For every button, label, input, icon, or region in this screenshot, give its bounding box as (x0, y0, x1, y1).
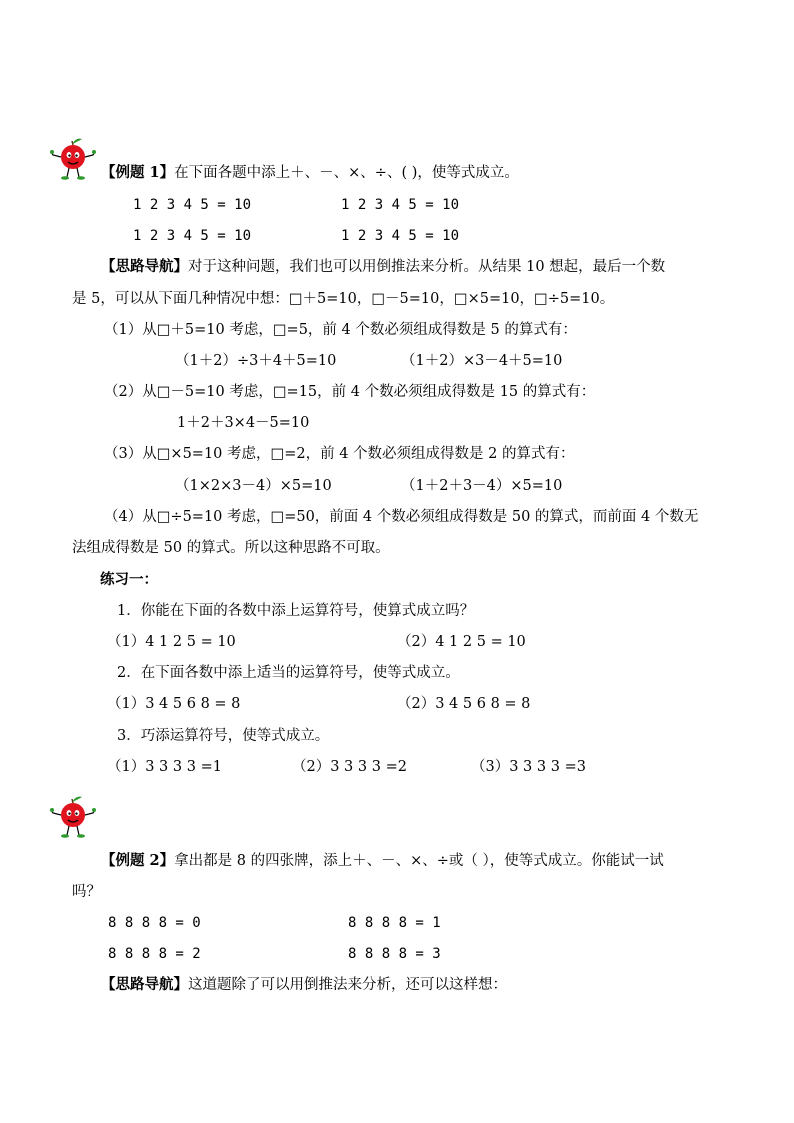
practice1-question2: 2．在下面各数中添上适当的运算符号，使等式成立。 (117, 665, 460, 681)
practice1-question3-b: （2）3 3 3 3 =2 (292, 759, 407, 775)
practice1-title: 练习一： (100, 571, 158, 588)
practice1-question3-c: （3）3 3 3 3 =3 (471, 759, 586, 775)
example2-equation-c: 8 8 8 8 = 2 (108, 946, 201, 962)
practice1-question3-a: （1）3 3 3 3 =1 (107, 759, 222, 775)
practice1-question3: 3．巧添运算符号，使等式成立。 (117, 728, 330, 744)
guide1-case4-line1: （4）从□÷5=10 考虑，□=50，前面 4 个数必须组成得数是 50 的算式，而前面 4 个数无 (104, 509, 699, 525)
practice1-question2-b: （2）3 4 5 6 8 = 8 (397, 696, 531, 712)
guide1-case1-equation-b: （1＋2）×3－4＋5=10 (401, 353, 563, 369)
practice1-question1-a: （1）4 1 2 5 = 10 (107, 634, 236, 650)
guide1-text-line1: 对于这种问题，我们也可以用倒推法来分析。从结果 10 想起，最后一个数 (188, 259, 666, 275)
example1-equation-b: 1 2 3 4 5 = 10 (341, 197, 460, 213)
guide2-paragraph (101, 976, 507, 994)
example1-text: 在下面各题中添上＋、－、×、÷、( )，使等式成立。 (174, 165, 519, 181)
example2-equation-a: 8 8 8 8 = 0 (108, 915, 201, 931)
guide1-case1-equation-a: （1＋2）÷3＋4＋5=10 (175, 353, 337, 369)
example2-heading (101, 852, 664, 870)
example1-equation-d: 1 2 3 4 5 = 10 (341, 228, 460, 244)
guide1-text-line2: 是 5，可以从下面几种情况中想：□＋5=10，□－5=10，□×5=10，□÷5=10。 (72, 291, 615, 307)
practice1-question1-b: （2）4 1 2 5 = 10 (397, 634, 526, 650)
example1-equation-a: 1 2 3 4 5 = 10 (133, 197, 252, 213)
guide1-case3: （3）从□×5=10 考虑，□=2，前 4 个数必须组成得数是 2 的算式有： (104, 446, 575, 462)
guide1-case2-equation: 1＋2＋3×4－5=10 (177, 415, 310, 431)
example2-text-line2: 吗？ (72, 884, 101, 900)
guide1-case3-equation-b: （1＋2＋3－4）×5=10 (401, 478, 563, 494)
example1-label: 【例题 1】 (101, 164, 175, 181)
example1-equation-c: 1 2 3 4 5 = 10 (133, 228, 252, 244)
example1-heading (101, 164, 519, 182)
example2-equation-d: 8 8 8 8 = 3 (348, 946, 441, 962)
guide1-paragraph-line1 (101, 258, 665, 276)
guide1-label: 【思路导航】 (101, 258, 188, 275)
guide1-case1: （1）从□＋5=10 考虑，□=5，前 4 个数必须组成得数是 5 的算式有： (104, 322, 577, 338)
practice1-question1: 1．你能在下面的各数中添上运算符号，使算式成立吗？ (117, 603, 475, 619)
apple-mascot-icon (48, 137, 98, 181)
guide1-case3-equation-a: （1×2×3－4）×5=10 (175, 478, 332, 494)
example2-label: 【例题 2】 (101, 852, 175, 869)
practice1-question2-a: （1）3 4 5 6 8 = 8 (107, 696, 241, 712)
guide1-case2: （2）从□－5=10 考虑，□=15，前 4 个数必须组成得数是 15 的算式有： (104, 384, 596, 400)
guide1-case4-line2: 法组成得数是 50 的算式。所以这种思路不可取。 (72, 540, 390, 556)
guide2-label: 【思路导航】 (101, 976, 188, 993)
example2-text-line1: 拿出都是 8 的四张牌，添上＋、－、×、÷或（ ），使等式成立。你能试一试 (174, 853, 664, 869)
example2-equation-b: 8 8 8 8 = 1 (348, 915, 441, 931)
apple-mascot-icon (48, 795, 98, 839)
guide2-text: 这道题除了可以用倒推法来分析，还可以这样想： (188, 977, 507, 993)
